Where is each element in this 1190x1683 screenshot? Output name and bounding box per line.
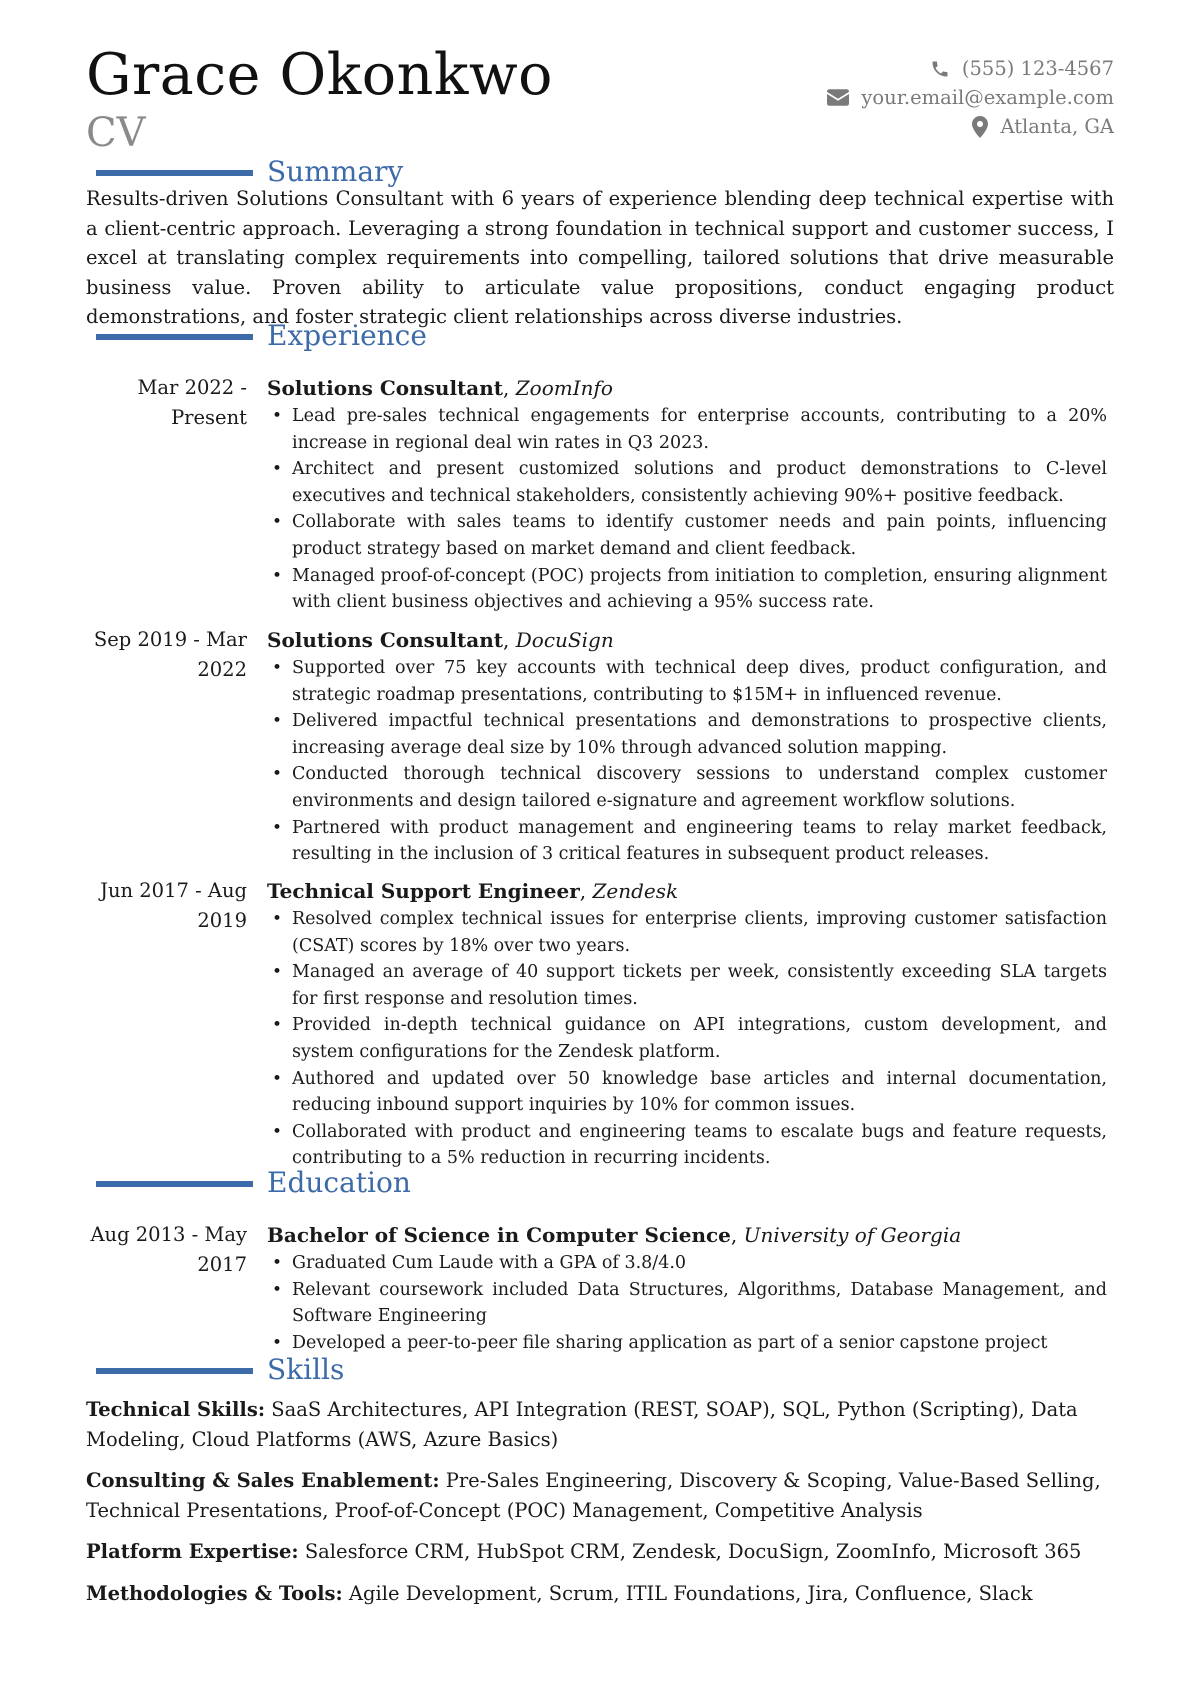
skill-row [86,1579,1114,1609]
entry-bullets [267,906,1107,1172]
location-text: Atlanta, GA [1000,115,1114,138]
list-item: • Managed an average of 40 support tickets per week, consistently exceeding SLA targets for first response and resolution times. [267,959,1107,1012]
phone-icon [930,59,950,79]
summary-text: Results-driven Solutions Consultant with 6 years of experience blending deep technical expertise with a client-centric approach. Leveraging a strong foundation in technical support and customer success, I excel at translating complex requirements into compelling, tailored solutions that drive measurable business value. Proven ability to articulate value propositions, conduct engaging product demonstrations, and foster strategic client relationships across diverse industries. [86,187,1114,329]
entry-body [267,1220,1107,1356]
skill-value: Pre-Sales Engineering, Discovery & Scoping, Value-Based Selling, Technical Presentations, Proof-of-Concept (POC) Management, Competitive Analysis [86,1469,1101,1522]
list-item: • Conducted thorough technical discovery sessions to understand complex customer environments and design tailored e-signature and agreement workflow solutions. [267,761,1107,814]
list-item: • Managed proof-of-concept (POC) projects from initiation to completion, ensuring alignment with client business objectives and achieving a 95% success rate. [267,563,1107,616]
entry-role: Solutions Consultant [267,376,504,400]
skill-row [86,1537,1114,1567]
skill-row [86,1395,1114,1454]
section-title: Experience [267,319,427,352]
entry-organization: Zendesk [592,879,679,903]
entry-bullets [267,655,1107,868]
entry-bullets [267,1250,1107,1356]
entry-degree: Bachelor of Science in Computer Science [267,1223,731,1247]
section-accent-bar [96,1181,253,1187]
skill-label: Consulting & Sales Enablement: [86,1469,440,1492]
entry-role: Technical Support Engineer [267,879,580,903]
cv-page [86,0,1114,1683]
list-item: • Provided in-depth technical guidance on API integrations, custom development, and system configurations for the Zendesk platform. [267,1012,1107,1065]
contact-info [827,54,1114,141]
section-title: Skills [267,1353,345,1386]
entry-organization: DocuSign [515,628,614,652]
entry-heading: Solutions Consultant, ZoomInfo [267,376,613,400]
skill-label: Technical Skills: [86,1398,266,1421]
entry-role: Solutions Consultant [267,628,504,652]
section-accent-bar [96,170,253,176]
envelope-icon [827,89,849,106]
section-title: Summary [267,155,404,188]
list-item: • Collaborate with sales teams to identify customer needs and pain points, influencing product strategy based on market demand and client feedback. [267,509,1107,562]
entry-organization: ZoomInfo [515,376,613,400]
skill-label: Platform Expertise: [86,1540,299,1563]
entry-date: Aug 2013 - May 2017 [90,1223,247,1276]
skill-value: SaaS Architectures, API Integration (REST, SOAP), SQL, Python (Scripting), Data Modeling, Cloud Platforms (AWS, Azure Basics) [86,1398,1078,1451]
list-item: • Delivered impactful technical presentations and demonstrations to prospective clients, increasing average deal size by 10% through advanced solution mapping. [267,708,1107,761]
entry-body [267,373,1107,616]
list-item: • Supported over 75 key accounts with technical deep dives, product configuration, and strategic roadmap presentations, contributing to $15M+ in influenced revenue. [267,655,1107,708]
section-accent-bar [96,1368,253,1374]
list-item: • Developed a peer-to-peer file sharing application as part of a senior capstone project [267,1330,1107,1357]
list-item: • Collaborated with product and engineering teams to escalate bugs and feature requests, contributing to a 5% reduction in recurring incidents. [267,1119,1107,1172]
entry-date: Mar 2022 - Present [137,376,247,429]
list-item: • Partnered with product management and engineering teams to relay market feedback, resulting in the inclusion of 3 critical features in subsequent product releases. [267,815,1107,868]
entry-body [267,876,1107,1172]
skill-label: Methodologies & Tools: [86,1582,343,1605]
skill-row [86,1466,1114,1525]
list-item: • Lead pre-sales technical engagements for enterprise accounts, contributing to a 20% increase in regional deal win rates in Q3 2023. [267,403,1107,456]
contact-location [827,112,1114,141]
entry-bullets [267,403,1107,616]
contact-email [827,83,1114,112]
entry-body [267,625,1107,868]
list-item: • Resolved complex technical issues for enterprise clients, improving customer satisfaction (CSAT) scores by 18% over two years. [267,906,1107,959]
phone-number: (555) 123-4567 [961,57,1114,80]
entry-date: Sep 2019 - Mar 2022 [93,628,247,681]
list-item: • Authored and updated over 50 knowledge base articles and internal documentation, reducing inbound support inquiries by 10% for common issues. [267,1066,1107,1119]
entry-date: Jun 2017 - Aug 2019 [100,879,247,932]
list-item: • Graduated Cum Laude with a GPA of 3.8/4.0 [267,1250,1107,1277]
candidate-name: Grace Okonkwo [86,42,553,108]
list-item: • Architect and present customized solutions and product demonstrations to C-level executives and technical stakeholders, consistently achieving 90%+ positive feedback. [267,456,1107,509]
section-title: Education [267,1166,411,1199]
entry-heading: Technical Support Engineer, Zendesk [267,879,679,903]
document-subtitle: CV [86,110,146,156]
email-address[interactable]: your.email@example.com [861,86,1114,109]
map-pin-icon [972,116,988,138]
list-item: • Relevant coursework included Data Structures, Algorithms, Database Management, and Software Engineering [267,1277,1107,1330]
skill-value: Salesforce CRM, HubSpot CRM, Zendesk, DocuSign, ZoomInfo, Microsoft 365 [304,1540,1082,1563]
entry-organization: University of Georgia [743,1223,962,1247]
entry-heading: Solutions Consultant, DocuSign [267,628,614,652]
skill-value: Agile Development, Scrum, ITIL Foundations, Jira, Confluence, Slack [348,1582,1033,1605]
contact-phone [827,54,1114,83]
entry-heading: Bachelor of Science in Computer Science, University of Georgia [267,1223,962,1247]
section-accent-bar [96,334,253,340]
